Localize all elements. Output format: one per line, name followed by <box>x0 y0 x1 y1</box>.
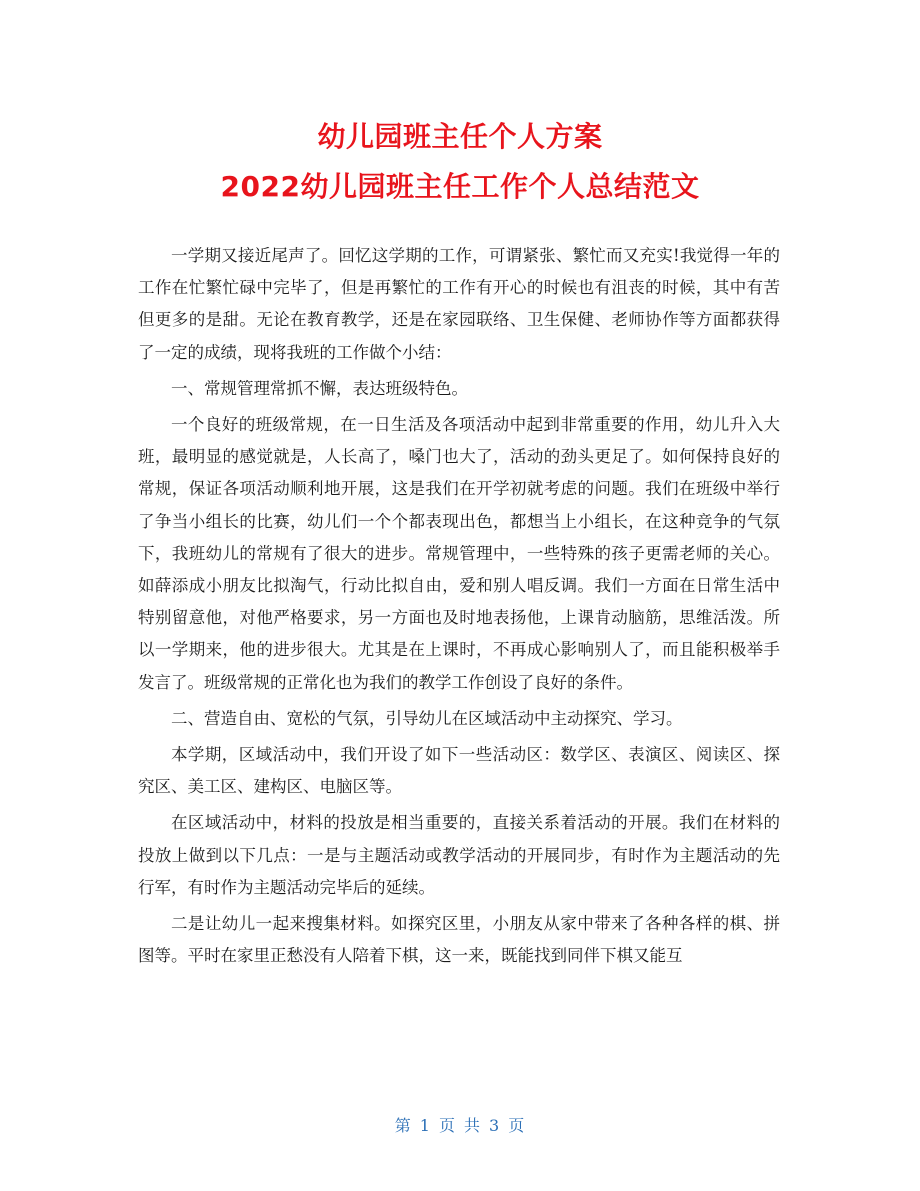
paragraph-materials: 在区域活动中，材料的投放是相当重要的，直接关系着活动的开展。我们在材料的投放上做到以下几点：一是与主题活动或教学活动的开展同步，有时作为主题活动的先行军，有时作为主题活动完毕后的延续。 <box>138 813 780 897</box>
footer-prefix: 第 <box>394 1116 412 1135</box>
paragraph-areas: 本学期，区域活动中，我们开设了如下一些活动区：数学区、表演区、阅读区、探究区、美工区、建构区、电脑区等。 <box>138 745 780 797</box>
footer-current-page: 1 <box>419 1116 431 1135</box>
document-body <box>138 240 780 976</box>
footer-total-pages: 3 <box>489 1116 501 1135</box>
footer-total-prefix: 共 <box>464 1116 482 1135</box>
section-heading-1: 一、常规管理常抓不懈，表达班级特色。 <box>171 378 468 398</box>
paragraph-intro: 一学期又接近尾声了。回忆这学期的工作，可谓紧张、繁忙而又充实!我觉得一年的工作在忙繁忙碌中完毕了，但是再繁忙的工作有开心的时候也有沮丧的时候，其中有苦但更多的是甜。无论在教育教学，还是在家园联络、卫生保健、老师协作等方面都获得了一定的成绩，现将我班的工作做个小结： <box>138 246 780 362</box>
footer-page-word: 页 <box>438 1116 456 1135</box>
page-footer <box>0 1113 920 1136</box>
title-line-2: 2022幼儿园班主任工作个人总结范文 <box>220 170 700 203</box>
paragraph-routine: 一个良好的班级常规，在一日生活及各项活动中起到非常重要的作用，幼儿升入大班，最明显的感觉就是，人长高了，嗓门也大了，活动的劲头更足了。如何保持良好的常规，保证各项活动顺利地开展，这是我们在开学初就考虑的问题。我们在班级中举行了争当小组长的比赛，幼儿们一个个都表现出色，都想当上小组长，在这种竞争的气氛下，我班幼儿的常规有了很大的进步。常规管理中，一些特殊的孩子更需老师的关心。如薛添成小朋友比拟淘气，行动比拟自由，爱和别人唱反调。我们一方面在日常生活中特别留意他，对他严格要求，另一方面也及时地表扬他，上课肯动脑筋，思维活泼。所以一学期来，他的进步很大。尤其是在上课时，不再成心影响别人了，而且能积极举手发言了。班级常规的正常化也为我们的教学工作创设了良好的条件。 <box>138 415 780 692</box>
title-line-1: 幼儿园班主任个人方案 <box>317 120 603 153</box>
document-title <box>0 112 920 212</box>
footer-suffix: 页 <box>508 1116 526 1135</box>
paragraph-collect: 二是让幼儿一起来搜集材料。如探究区里，小朋友从家中带来了各种各样的棋、拼图等。平时在家里正愁没有人陪着下棋，这一来，既能找到同伴下棋又能互 <box>138 914 780 966</box>
section-heading-2: 二、营造自由、宽松的气氛，引导幼儿在区域活动中主动探究、学习。 <box>171 708 683 728</box>
